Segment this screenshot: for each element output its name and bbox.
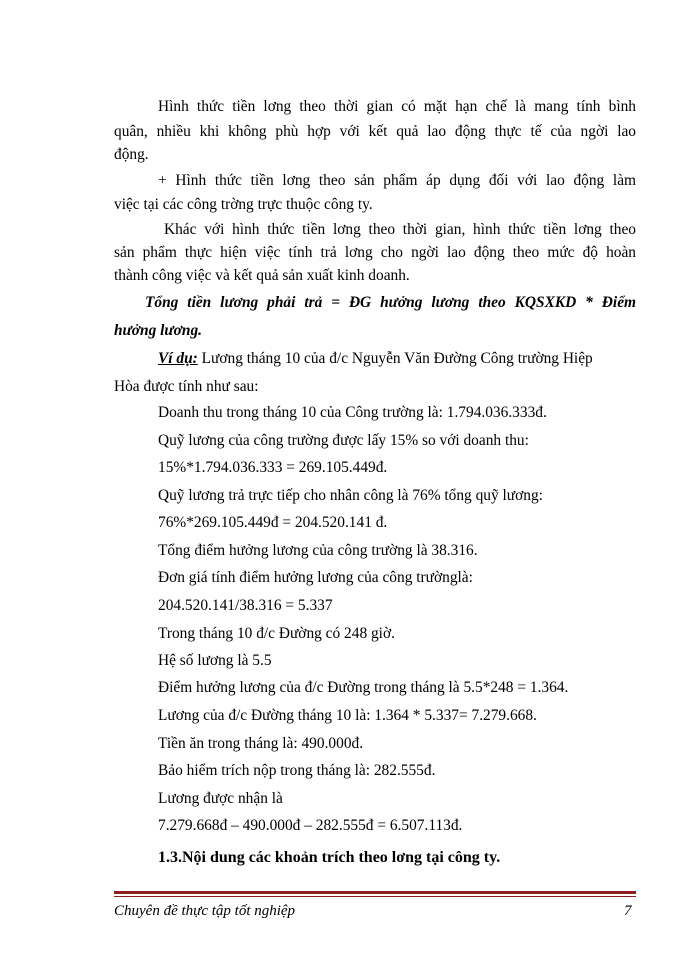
calc-line: Hệ số lương là 5.5 <box>158 652 272 669</box>
footer-rule <box>114 891 636 894</box>
calc-line: Bảo hiểm trích nộp trong tháng là: 282.555đ. <box>158 762 436 779</box>
example-label: Ví dụ: <box>158 350 198 367</box>
paragraph-line: + Hình thức tiền lơng theo sản phẩm áp dụng đối với lao động làm <box>158 172 636 189</box>
page-number: 7 <box>624 903 632 919</box>
footer-title: Chuyên đề thực tập tốt nghiệp <box>114 903 296 919</box>
footer-rule-thin <box>114 896 636 897</box>
calc-line: Tiền ăn trong tháng là: 490.000đ. <box>158 735 364 752</box>
formula-line: Tổng tiền lương phải trả = ĐG hưởng lương theo KQSXKD * Điểm <box>145 294 636 311</box>
calc-line: 15%*1.794.036.333 = 269.105.449đ. <box>158 459 388 476</box>
calc-line: Quỹ lương trả trực tiếp cho nhân công là 76% tổng quỹ lương: <box>158 487 543 504</box>
paragraph-line: quân, nhiều khi không phù hợp với kết quả lao động thực tế của ngời lao <box>114 123 636 140</box>
paragraph-line: sản phẩm thực hiện việc tính trả lơng cho ngời lao động theo mức độ hoàn <box>114 244 636 261</box>
paragraph-line: việc tại các công trờng trực thuộc công ty. <box>114 196 373 213</box>
paragraph-line: Khác với hình thức tiền lơng theo thời gian, hình thức tiền lơng theo <box>164 221 636 238</box>
calc-line: Trong tháng 10 đ/c Đường có 248 giờ. <box>158 625 395 642</box>
example-line <box>158 350 636 368</box>
calc-line: Tổng điểm hưởng lương của công trường là 38.316. <box>158 542 478 559</box>
calc-line: 7.279.668đ – 490.000đ – 282.555đ = 6.507.113đ. <box>158 817 463 834</box>
calc-line: Lương của đ/c Đường tháng 10 là: 1.364 * 5.337= 7.279.668. <box>158 707 537 724</box>
calc-line: Điểm hưởng lương của đ/c Đường trong tháng là 5.5*248 = 1.364. <box>158 679 569 696</box>
paragraph-line: thành công việc và kết quả sản xuất kinh doanh. <box>114 267 410 284</box>
calc-line: Doanh thu trong tháng 10 của Công trường là: 1.794.036.333đ. <box>158 404 547 421</box>
calc-line: Đơn giá tính điểm hưởng lương của công trườnglà: <box>158 569 473 586</box>
formula-line: hưởng lương. <box>114 322 203 339</box>
paragraph-line: động. <box>114 146 149 163</box>
section-heading: 1.3.Nội dung các khoản trích theo lơng tại công ty. <box>158 849 501 866</box>
calc-line: 76%*269.105.449đ = 204.520.141 đ. <box>158 514 388 531</box>
calc-line: Quỹ lương của công trường được lấy 15% so với doanh thu: <box>158 432 529 449</box>
example-continuation: Hòa được tính như sau: <box>114 378 259 395</box>
example-text: Lương tháng 10 của đ/c Nguyễn Văn Đường Công trường Hiệp <box>197 350 593 367</box>
calc-line: Lương được nhận là <box>158 790 283 807</box>
calc-line: 204.520.141/38.316 = 5.337 <box>158 597 333 614</box>
paragraph-line: Hình thức tiền lơng theo thời gian có mặt hạn chế là mang tính bình <box>158 98 636 115</box>
